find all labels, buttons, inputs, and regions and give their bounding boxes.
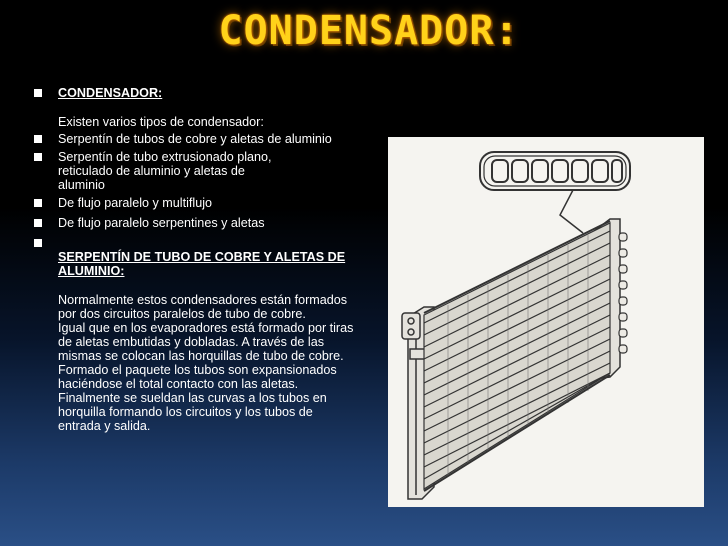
condenser-illustration (388, 137, 704, 507)
paragraph (34, 321, 354, 363)
square-bullet-icon (34, 199, 42, 207)
type-item-3: De flujo paralelo y multiflujo (58, 196, 212, 210)
list-item (34, 196, 354, 210)
list-item (34, 115, 354, 129)
intro-text: Existen varios tipos de condensador: (58, 115, 264, 129)
list-item (34, 86, 354, 100)
section-heading: SERPENTÍN DE TUBO DE COBRE Y ALETAS DE ALUMINIO: (58, 250, 346, 278)
square-bullet-icon (34, 135, 42, 143)
slide-text-body (34, 86, 354, 433)
condenser-drawing (388, 137, 704, 507)
list-item (34, 216, 354, 230)
slide-title: CONDENSADOR: (218, 8, 520, 54)
type-item-4: De flujo paralelo serpentines y aletas (58, 216, 265, 230)
leader-line (560, 190, 583, 233)
type-item-1: Serpentín de tubos de cobre y aletas de aluminio (58, 132, 332, 146)
list-item (34, 250, 354, 278)
heading-condensador: CONDENSADOR: (58, 86, 163, 100)
square-bullet-icon (34, 89, 42, 97)
square-bullet-icon (34, 219, 42, 227)
list-item (34, 132, 354, 146)
square-bullet-icon (34, 153, 42, 161)
paragraph-text-1: Normalmente estos condensadores están formados por dos circuitos paralelos de tubo de cobre. (58, 293, 348, 321)
type-item-2: Serpentín de tubo extrusionado plano, reticulado de aluminio y aletas de aluminio (58, 150, 272, 192)
paragraph-text-3: Formado el paquete los tubos son expansionados haciéndose el total contacto con las aletas. Finalmente se sueldan las curvas a los tubos en horquilla formando los circuitos y los tubos de entrada y salida. (58, 363, 337, 433)
tube-cross-section-inset (480, 152, 630, 190)
list-item (34, 150, 354, 192)
list-item (34, 236, 354, 250)
paragraph-text-2: Igual que en los evaporadores está formado por tiras de aletas embutidas y dobladas. A través de las mismas se colocan las horquillas de tubo de cobre. (58, 321, 354, 363)
paragraph (34, 293, 354, 321)
paragraph (34, 363, 354, 433)
square-bullet-icon (34, 239, 42, 247)
core-tubes (424, 223, 610, 489)
